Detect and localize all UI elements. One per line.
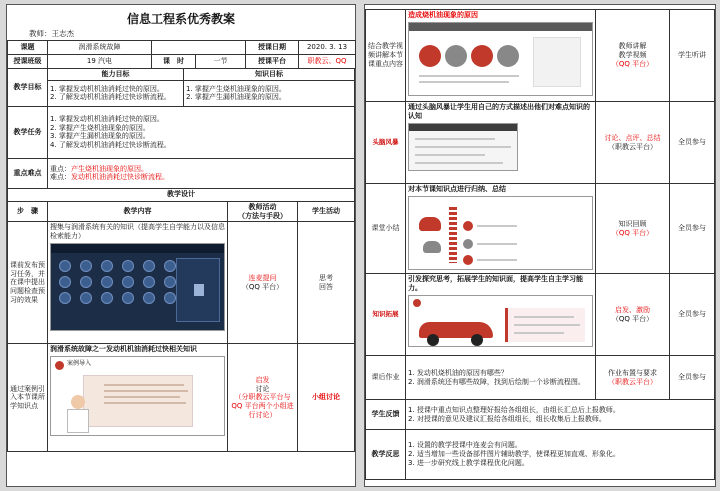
slide-bullet-icon <box>413 299 421 307</box>
step-feedback: 学生反馈 <box>366 400 406 430</box>
content-text: 引发探究思考，拓展学生的知识面，提高学生自主学习能力。 <box>408 275 583 292</box>
student-activity: 全员参与 <box>670 356 715 400</box>
content-brainstorm <box>406 102 596 184</box>
student-activity: 思考 回答 <box>298 222 355 344</box>
tasks-list <box>48 106 355 158</box>
goals-label: 教学目标 <box>8 69 48 107</box>
tasks-label: 教学任务 <box>8 106 48 158</box>
app-screenshot <box>50 243 225 331</box>
app-icon-grid <box>59 260 178 304</box>
bullet-icon <box>463 255 473 265</box>
teacher-activity <box>228 344 298 452</box>
step-case: 通过案例引入本节课所学知识点 <box>8 344 48 452</box>
speech-bubble <box>83 375 193 427</box>
step-extension: 知识拓展 <box>366 274 406 356</box>
ladder-icon <box>449 207 457 263</box>
wheel-icon <box>471 334 483 346</box>
teacher-platform: （职教云平台） <box>608 142 657 151</box>
difficulty-prefix: 难点： <box>50 173 71 182</box>
content-title: 造成烧机油现象的原因 <box>408 11 478 19</box>
design-table <box>7 188 355 453</box>
slide-circle-icon <box>419 45 441 67</box>
cloud-icon <box>419 217 441 231</box>
lesson-plan-page-2 <box>364 4 716 487</box>
step-preview: 课前发布预习任务，并在课中提出问题检查预习的效果 <box>8 222 48 344</box>
date-label: 授课日期 <box>246 41 299 55</box>
content-video <box>406 10 596 102</box>
knowledge-header: 知识目标 <box>184 69 355 81</box>
extension-slide <box>408 295 593 347</box>
step-reflection: 教学反思 <box>366 430 406 480</box>
teacher-method-2: 讨论 <box>255 384 270 393</box>
content-summary <box>406 184 596 274</box>
task-item: 4. 了解发动机机油消耗过快诊断流程。 <box>50 141 171 149</box>
ability-goals <box>48 80 184 106</box>
slide-text-box <box>533 37 581 87</box>
teacher-activity <box>596 274 670 356</box>
teacher-name: 教师：王志杰 <box>29 29 74 38</box>
step-video: 结合教学视频讲解本节课重点内容 <box>366 10 406 102</box>
slide-circle-icon <box>471 45 493 67</box>
step-homework: 课后作业 <box>366 356 406 400</box>
slide-text-box <box>505 308 585 342</box>
wheel-icon <box>427 334 439 346</box>
content-text: 搜集与润滑系统有关的知识（提高学生自学能力以及信息检索能力） <box>50 223 225 240</box>
teacher-method: 讨论、点评、总结 <box>604 133 661 142</box>
knowledge-goals <box>184 80 355 106</box>
hours-value: 一节 <box>196 55 246 69</box>
document-icon <box>194 284 204 296</box>
difficulty-point: 发动机机油消耗过快诊断流程。 <box>71 173 169 182</box>
content-text: 润滑系统故障之一发动机机油消耗过快相关知识 <box>50 345 197 354</box>
class-label: 授课班级 <box>8 55 48 69</box>
col-step: 步 骤 <box>8 201 48 222</box>
slide-circle-icon <box>445 45 467 67</box>
case-slide <box>50 356 225 436</box>
platform-value: 职教云、QQ <box>299 55 356 69</box>
slide-title: 案例导入 <box>67 360 92 367</box>
teacher-activity <box>228 222 298 344</box>
student-activity: 学生听讲 <box>670 10 715 102</box>
date-value: 2020. 3. 13 <box>299 41 356 55</box>
cloud-icon <box>423 241 441 253</box>
slide-circle-icon <box>497 45 519 67</box>
ability-goal: 2. 了解发动机机油消耗过快诊断流程。 <box>50 93 171 102</box>
doctor-head-icon <box>71 395 85 409</box>
ability-goal: 1. 掌握发动机机油消耗过快的原因。 <box>50 84 164 93</box>
ability-header: 能力目标 <box>48 69 184 81</box>
slide-header <box>409 23 592 31</box>
student-activity: 全员参与 <box>670 274 715 356</box>
teacher-activity <box>596 184 670 274</box>
content-text: 对本节课知识点进行归纳、总结 <box>408 185 506 193</box>
class-value: 19 汽电 <box>48 55 152 69</box>
student-activity: 全员参与 <box>670 102 715 184</box>
task-item: 3. 掌握产生漏机油现象的原因。 <box>50 132 150 141</box>
spacer <box>152 41 246 55</box>
task-item: 1. 掌握发动机机油消耗过快的原因。 <box>50 114 164 123</box>
key-points <box>48 158 355 188</box>
content-extension <box>406 274 596 356</box>
design-header: 教学设计 <box>8 188 355 201</box>
content-case <box>48 344 228 452</box>
topic-label: 课题 <box>8 41 48 55</box>
topic-value: 润滑系统故障 <box>48 41 152 55</box>
step-brainstorm: 头脑风暴 <box>366 102 406 184</box>
content-homework: 1. 发动机烧机油的原因有哪些？ 2. 润滑系统还有哪些故障，找到后绘制一个诊断流程图。 <box>406 356 596 400</box>
student-activity: 全员参与 <box>670 184 715 274</box>
content-feedback: 1. 授课中重点知识点整理好报给各组组长，由组长汇总后上报教师。 2. 对授课的意见及建议汇报给各组组长，组长收集后上报教师。 <box>406 400 715 430</box>
content-preview <box>48 222 228 344</box>
teacher-method: 启发、激励 <box>615 305 650 314</box>
key-label: 重点难点 <box>8 158 48 188</box>
brainstorm-screenshot <box>408 123 518 171</box>
app-topbar <box>51 244 224 253</box>
teacher-platform: （QQ 平台） <box>611 228 654 237</box>
student-activity: 小组讨论 <box>298 344 355 452</box>
slide-bullet-icon <box>55 361 64 370</box>
lesson-plan-page-1 <box>6 4 356 487</box>
design-table-continued <box>365 9 715 480</box>
teacher-method: 作业布置与要求 <box>608 368 657 377</box>
doctor-body-icon <box>67 409 89 433</box>
teacher-method: 启发 <box>255 375 270 384</box>
teacher-method: 连麦提问 <box>248 274 277 282</box>
teacher-platform: （QQ 平台） <box>611 314 654 323</box>
hours-label: 课 时 <box>152 55 196 69</box>
video-slide <box>408 22 593 96</box>
teacher-platform: （QQ 平台） <box>241 282 284 291</box>
goals-table <box>7 68 355 189</box>
content-text: 通过头脑风暴让学生用自己的方式描述出他们对难点知识的认知 <box>408 103 590 120</box>
document-title: 信息工程系优秀教案 <box>126 12 235 26</box>
knowledge-goal: 2. 掌握产生漏机油现象的原因。 <box>186 93 286 102</box>
col-teacher: 教师活动 （方法与手段） <box>228 201 298 222</box>
teacher-method: 教师讲解 教学视频 <box>618 42 647 60</box>
teacher-platform: （分职教云平台与 QQ 平台两个小组进行讨论） <box>231 393 294 419</box>
teacher-platform: （职教云平台） <box>608 377 657 386</box>
summary-slide <box>408 196 593 270</box>
key-prefix: 重点： <box>50 164 71 173</box>
task-item: 2. 掌握产生烧机油现象的原因。 <box>50 123 150 132</box>
bullet-icon <box>463 221 473 231</box>
content-reflection: 1. 设置的教学授课中连麦会有问题。 2. 适当增加一些设备部件图片辅助教学，使课程更加直观、形象化。 3. 进一步研究线上教学课程优化问题。 <box>406 430 715 480</box>
teacher-activity <box>596 10 670 102</box>
platform-label: 授课平台 <box>246 55 299 69</box>
teacher-platform: （QQ 平台） <box>611 59 654 68</box>
col-content: 教学内容 <box>48 201 228 222</box>
key-point: 产生烧机油现象的原因。 <box>71 164 148 173</box>
knowledge-goal: 1. 掌握产生烧机油现象的原因。 <box>186 84 286 93</box>
teacher-activity <box>596 102 670 184</box>
bullet-icon <box>463 239 473 249</box>
col-student: 学生活动 <box>298 201 355 222</box>
teacher-method: 知识回顾 <box>618 219 647 228</box>
step-summary: 课堂小结 <box>366 184 406 274</box>
teacher-activity <box>596 356 670 400</box>
lesson-info-table <box>7 40 356 69</box>
